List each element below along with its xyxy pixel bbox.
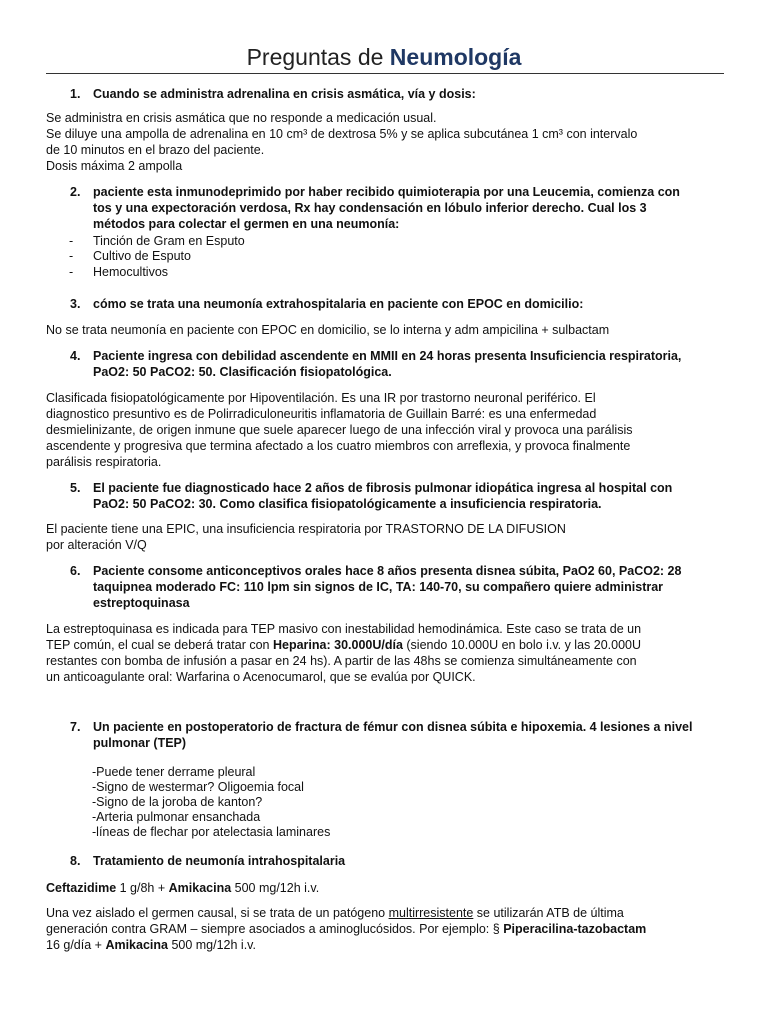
answer-line [46,905,624,921]
question-2 [70,184,680,200]
answer-line: La estreptoquinasa es indicada para TEP masivo con inestabilidad hemodinámica. Este caso se trata de un [46,622,642,636]
question-5 [70,480,673,496]
answer-text: (siendo 10.000U en bolo i.v. y las 20.000U [402,638,642,652]
question-1 [70,86,476,102]
question-6 [70,563,682,579]
answer-line: restantes con bomba de infusión a pasar en 24 hs). A partir de las 48hs se comienza simultáneamente con [46,654,637,668]
bullet-dash: - [69,234,74,248]
drug-name: Amikacina [168,881,232,895]
question-text: tos y una expectoración verdosa, Rx hay condensación en lóbulo inferior derecho. Cual los 3 [93,201,647,215]
list-item-text: Cultivo de Esputo [93,249,191,263]
answer-line: No se trata neumonía en paciente con EPOC en domicilio, se lo interna y adm ampicilina + sulbactam [46,323,610,337]
answer-line [46,921,646,937]
question-text: paciente esta inmunodeprimido por haber recibido quimioterapia por una Leucemia, comienza con [93,185,680,199]
question-text: Paciente ingresa con debilidad ascendente en MMII en 24 horas presenta Insuficiencia respiratoria, [93,349,682,363]
question-number: 2. [70,185,81,199]
answer-line: un anticoagulante oral: Warfarina o Acenocumarol, que se evalúa por QUICK. [46,670,476,684]
question-number: 5. [70,481,81,495]
answer-line: de 10 minutos en el brazo del paciente. [46,143,265,157]
question-4 [70,348,682,364]
question-text: Tratamiento de neumonía intrahospitalaria [93,854,346,868]
question-8 [70,853,346,869]
drug-dose: 1 g/8h + [116,881,169,895]
list-item: -Arteria pulmonar ensanchada [92,810,261,824]
heparin-dose: Heparina: 30.000U/día [272,638,403,652]
answer-line: Dosis máxima 2 ampolla [46,159,183,173]
question-text: estreptoquinasa [93,596,190,610]
list-item: -Signo de westermar? Oligoemia focal [92,780,304,794]
bullet-dash: - [69,249,74,263]
question-number: 6. [70,564,81,578]
page-title-accent: Neumología [389,44,522,70]
answer-line [46,937,256,953]
question-text: Un paciente en postoperatorio de fractura de fémur con disnea súbita e hipoxemia. 4 lesiones a nivel [93,720,693,734]
answer-line [46,637,641,653]
question-text: pulmonar (TEP) [93,736,187,750]
answer-line: parálisis respiratoria. [46,455,162,469]
answer-text: Una vez aislado el germen causal, si se trata de un patógeno [46,906,389,920]
question-text: PaO2: 50 PaCO2: 30. Como clasifica fisiopatológicamente a insuficiencia respiratoria. [93,497,602,511]
question-text: Cuando se administra adrenalina en crisis asmática, vía y dosis: [93,87,476,101]
list-item [69,264,169,280]
question-number: 1. [70,87,81,101]
answer-line: El paciente tiene una EPIC, una insuficiencia respiratoria por TRASTORNO DE LA DIFUSION [46,522,566,536]
answer-line: diagnostico presuntivo es de Polirradiculoneuritis inflamatoria de Guillain Barré: es una enfermedad [46,407,597,421]
answer-line: desmielinizante, de origen inmune que suele aparecer luego de una infección viral y provoca una parálisis [46,423,633,437]
question-text: PaO2: 50 PaCO2: 50. Clasificación fisiopatológica. [93,365,392,379]
bullet-dash: - [69,265,74,279]
question-text: métodos para colectar el germen en una neumonía: [93,217,400,231]
question-7 [70,719,693,735]
list-item: -Signo de la joroba de kanton? [92,795,263,809]
answer-text: generación contra GRAM – siempre asociados a aminoglucósidos. Por ejemplo: § [46,922,504,936]
answer-line: Se diluye una ampolla de adrenalina en 10 cm³ de dextrosa 5% y se aplica subcutánea 1 cm³ con intervalo [46,127,638,141]
underlined-term: multirresistente [388,906,474,920]
list-item-text: Hemocultivos [93,265,169,279]
answer-line: Se administra en crisis asmática que no responde a medicación usual. [46,111,437,125]
question-text: taquipnea moderado FC: 110 lpm sin signos de IC, TA: 140-70, su compañero quiere administrar [93,580,664,594]
question-number: 4. [70,349,81,363]
list-item [69,248,191,264]
answer-line [46,880,319,896]
list-item: -líneas de flechar por atelectasia laminares [92,825,331,839]
answer-text: TEP común, el cual se deberá tratar con [46,638,273,652]
answer-line: por alteración V/Q [46,538,147,552]
drug-name: Amikacina [105,938,168,952]
question-text: El paciente fue diagnosticado hace 2 años de fibrosis pulmonar idiopática ingresa al hospital con [93,481,673,495]
list-item: -Puede tener derrame pleural [92,765,256,779]
page-title [0,44,768,71]
drug-dose: 500 mg/12h i.v. [231,881,320,895]
drug-name: Ceftazidime [46,881,117,895]
question-text: cómo se trata una neumonía extrahospitalaria en paciente con EPOC en domicilio: [93,297,584,311]
drug-name: Piperacilina-tazobactam [503,922,647,936]
list-item [69,233,245,249]
question-text: Paciente consome anticonceptivos orales hace 8 años presenta disnea súbita, PaO2 60, PaCO2: 28 [93,564,682,578]
answer-text: 16 g/día + [46,938,106,952]
question-3 [70,296,584,312]
title-divider [46,73,724,74]
page-title-prefix: Preguntas de [246,44,390,70]
question-number: 8. [70,854,81,868]
question-number: 3. [70,297,81,311]
answer-line: Clasificada fisiopatológicamente por Hipoventilación. Es una IR por trastorno neuronal periférico. El [46,391,596,405]
question-number: 7. [70,720,81,734]
answer-line: ascendente y progresiva que termina afectado a los cuatro miembros con arreflexia, y provoca finalmente [46,439,631,453]
drug-dose: 500 mg/12h i.v. [167,938,256,952]
list-item-text: Tinción de Gram en Esputo [93,234,245,248]
answer-text: se utilizarán ATB de última [473,906,624,920]
